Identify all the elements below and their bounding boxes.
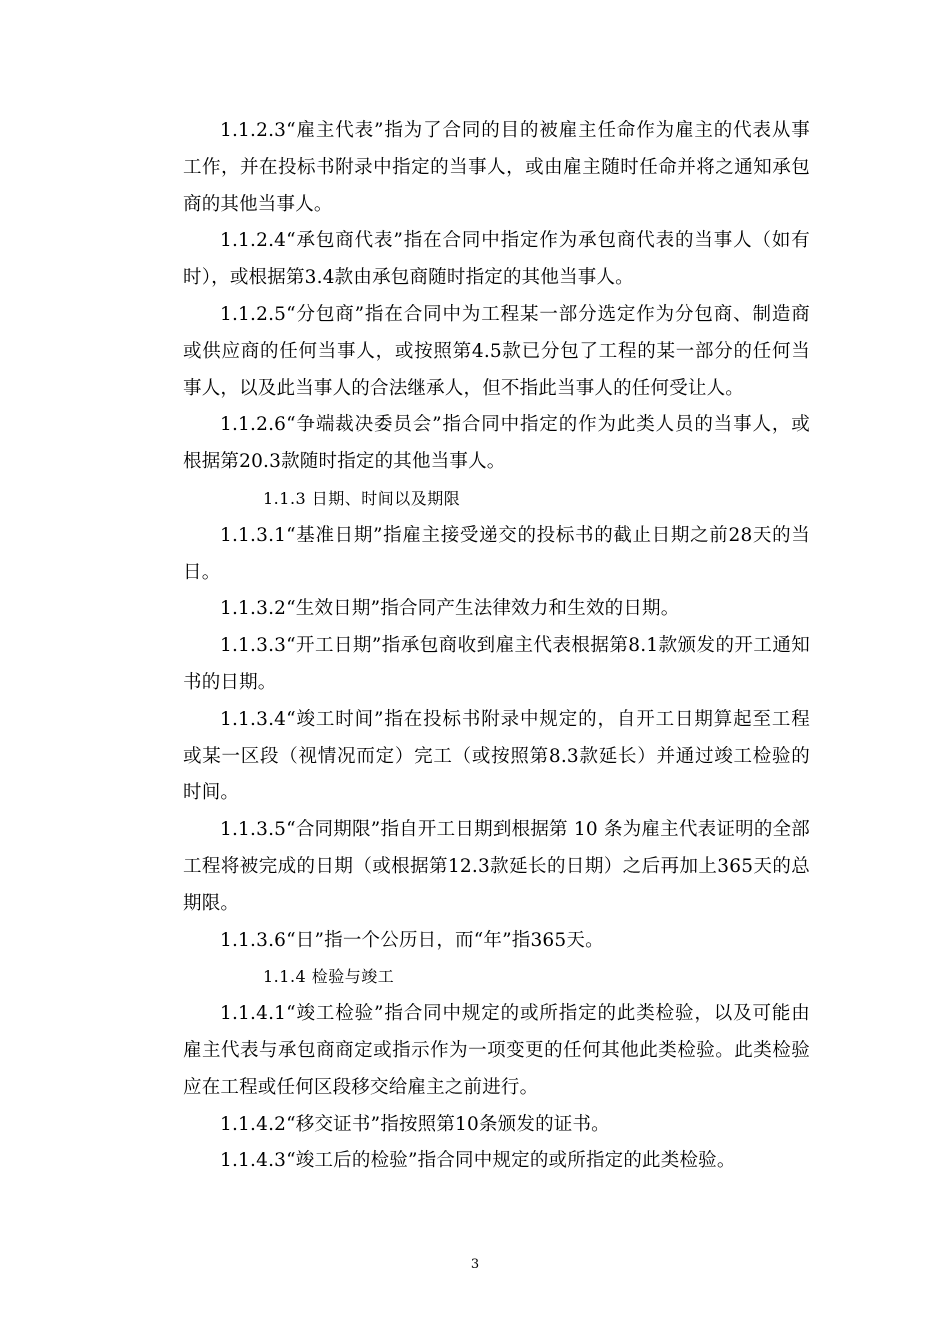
- clause-1-1-3-5: 1.1.3.5“合同期限”指自开工日期到根据第 10 条为雇主代表证明的全部工程将被完成的日期（或根据第12.3款延长的日期）之后再加上365天的总期限。: [183, 819, 810, 914]
- document-body: [183, 113, 810, 1180]
- clause-1-1-3-3: 1.1.3.3“开工日期”指承包商收到雇主代表根据第8.1款颁发的开工通知书的日期。: [183, 635, 810, 693]
- clause-1-1-3-6: 1.1.3.6“日”指一个公历日，而“年”指365天。: [220, 929, 604, 951]
- page-number: 3: [470, 1257, 480, 1272]
- clause-1-1-2-6: 1.1.2.6“争端裁决委员会”指合同中指定的作为此类人员的当事人，或根据第20.3款随时指定的其他当事人。: [183, 414, 810, 473]
- clause-1-1-4-1: 1.1.4.1“竣工检验”指合同中规定的或所指定的此类检验，以及可能由雇主代表与承包商商定或指示作为一项变更的任何其他此类检验。此类检验应在工程或任何区段移交给雇主之前进行。: [183, 1003, 810, 1098]
- section-heading-1-1-4: 1.1.4 检验与竣工: [263, 967, 395, 987]
- clause-1-1-2-4: 1.1.2.4“承包商代表”指在合同中指定作为承包商代表的当事人（如有时），或根据第3.4款由承包商随时指定的其他当事人。: [183, 230, 810, 289]
- clause-1-1-2-3: 1.1.2.3“雇主代表”指为了合同的目的被雇主任命作为雇主的代表从事工作，并在投标书附录中指定的当事人，或由雇主随时任命并将之通知承包商的其他当事人。: [183, 120, 810, 215]
- clause-1-1-3-2: 1.1.3.2“生效日期”指合同产生法律效力和生效的日期。: [220, 598, 680, 620]
- section-heading-1-1-3: 1.1.3 日期、时间以及期限: [263, 488, 461, 508]
- clause-1-1-4-2: 1.1.4.2“移交证书”指按照第10条颁发的证书。: [220, 1113, 610, 1135]
- clause-1-1-4-3: 1.1.4.3“竣工后的检验”指合同中规定的或所指定的此类检验。: [220, 1150, 736, 1172]
- clause-1-1-2-5: 1.1.2.5“分包商”指在合同中为工程某一部分选定作为分包商、制造商或供应商的任何当事人，或按照第4.5款已分包了工程的某一部分的任何当事人，以及此当事人的合法继承人，但不指此当事人的任何受让人。: [183, 303, 810, 399]
- clause-1-1-3-1: 1.1.3.1“基准日期”指雇主接受递交的投标书的截止日期之前28天的当日。: [183, 524, 810, 583]
- clause-1-1-3-4: 1.1.3.4“竣工时间”指在投标书附录中规定的，自开工日期算起至工程或某一区段（视情况而定）完工（或按照第8.3款延长）并通过竣工检验的时间。: [183, 708, 810, 804]
